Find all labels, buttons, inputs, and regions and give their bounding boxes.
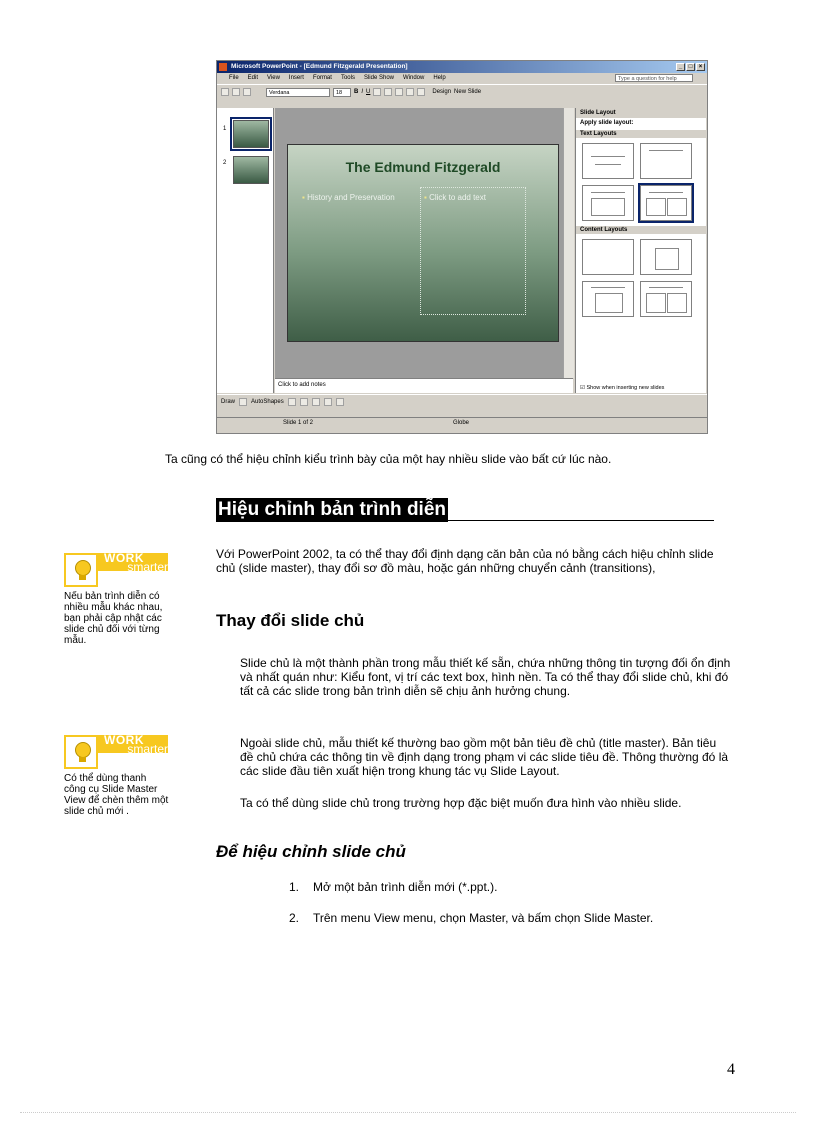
task-pane-title: Slide Layout <box>576 108 706 118</box>
rectangle-icon <box>300 398 308 406</box>
layout-blank <box>582 239 634 275</box>
align-center-icon <box>384 88 392 96</box>
work-smarter-tip-1 <box>64 553 170 646</box>
menu-bar <box>217 73 707 84</box>
master-paragraph-2: Ngoài slide chủ, mẫu thiết kế thường bao gồm một bản tiêu đề chủ (title master). Bản tiêu đề chủ chứa các thông tin về định dạng trong phạm vi các slide tiêu đề. Thông thường đó là các slide đầu tiên xuất hiện trong khung tác vụ Slide Layout. <box>240 736 729 778</box>
save-icon <box>243 88 251 96</box>
fill-color-icon <box>336 398 344 406</box>
bold-icon: B <box>354 89 359 95</box>
thumb-number-2: 2 <box>223 160 227 166</box>
work-smarter-badge <box>64 553 170 587</box>
window-title: Microsoft PowerPoint - [Edmund Fitzgerald Presentation] <box>231 63 408 70</box>
text-layouts-grid <box>576 140 706 224</box>
right-placeholder <box>420 187 526 315</box>
step-number: 2. <box>289 911 300 925</box>
step-text: Mở một bản trình diễn mới (*.ppt.). <box>313 880 498 894</box>
slide-bullet-right: ▪ Click to add text <box>424 193 524 203</box>
subheading-change-master: Thay đổi slide chủ <box>216 611 365 630</box>
help-search-box: Type a question for help <box>615 74 693 82</box>
font-size-box: 18 <box>333 88 351 97</box>
menu-view: View <box>267 75 280 81</box>
section-heading: Hiệu chỉnh bản trình diễn <box>218 499 446 520</box>
smarter-label: smarter <box>127 742 168 756</box>
show-when-inserting-checkbox: ☑ Show when inserting new slides <box>580 385 665 391</box>
work-label: WORK <box>104 551 144 565</box>
work-label: WORK <box>104 733 144 747</box>
powerpoint-screenshot <box>216 60 708 434</box>
underline-icon: U <box>366 89 371 95</box>
powerpoint-app-icon <box>219 63 227 71</box>
content-layouts-grid <box>576 236 706 320</box>
window-titlebar <box>217 61 707 73</box>
vertical-scrollbar <box>563 108 574 378</box>
align-right-icon <box>395 88 403 96</box>
drawing-toolbar <box>217 394 708 409</box>
bullets-icon <box>406 88 414 96</box>
layout-title-only <box>640 143 692 179</box>
maximize-icon: □ <box>686 63 695 71</box>
slide-bullet-left: ▪ History and Preservation <box>302 193 402 203</box>
lightbulb-icon <box>64 553 98 587</box>
draw-menu: Draw <box>221 399 236 405</box>
align-left-icon <box>373 88 381 96</box>
select-arrow-icon <box>239 398 247 406</box>
menu-file: File <box>229 75 239 81</box>
subheading-edit-master: Để hiệu chỉnh slide chủ <box>216 842 406 861</box>
slide-thumbnail-1 <box>233 120 269 148</box>
layout-content <box>640 239 692 275</box>
status-bar <box>217 417 707 429</box>
page-bottom-border <box>20 1112 796 1114</box>
layout-title-two-content <box>640 281 692 317</box>
intro-paragraph: Với PowerPoint 2002, ta có thể thay đổi định dạng căn bản của nó bằng cách hiệu chỉnh slide chủ (slide master), thay đổi sơ đồ màu, hoặc gán những chuyển cảnh (transitions), <box>216 547 714 575</box>
status-design-name: Globe <box>453 420 470 426</box>
new-icon <box>221 88 229 96</box>
master-paragraph-1: Slide chủ là một thành phần trong mẫu thiết kế sẵn, chứa những thông tin tượng đối ổn định và nhất quán như: Kiểu font, vị trí các text box, hình nền. Ta có thể thay đổi slide chủ, khi đó tất cả các slide trong bản trình diễn sẽ chịu ảnh hưởng chung. <box>240 656 731 698</box>
layout-two-column-text <box>640 185 692 221</box>
new-slide-button: New Slide <box>454 89 482 95</box>
autoshapes-menu: AutoShapes <box>251 399 284 405</box>
figure-caption: Ta cũng có thể hiệu chỉnh kiểu trình bày của một hay nhiều slide vào bất cứ lúc nào. <box>165 452 612 466</box>
slide-canvas <box>287 144 559 342</box>
numbering-icon <box>417 88 425 96</box>
menu-edit: Edit <box>247 75 259 81</box>
oval-icon <box>312 398 320 406</box>
menu-help: Help <box>433 75 446 81</box>
slide-title: The Edmund Fitzgerald <box>345 159 501 175</box>
smarter-label: smarter <box>127 560 168 574</box>
menu-insert: Insert <box>288 75 304 81</box>
work-smarter-badge <box>64 735 170 769</box>
work-smarter-tip-2 <box>64 735 170 817</box>
status-slide-count: Slide 1 of 2 <box>283 420 314 426</box>
menu-window: Window <box>403 75 425 81</box>
tip-text: Có thể dùng thanh công cụ Slide Master View để chèn thêm một slide chủ mới . <box>64 773 169 817</box>
slide-layout-task-pane <box>575 108 706 393</box>
textbox-icon <box>324 398 332 406</box>
content-layouts-header: Content Layouts <box>576 226 706 234</box>
line-icon <box>288 398 296 406</box>
layout-title-content <box>582 281 634 317</box>
menu-tools: Tools <box>340 75 355 81</box>
layout-title-text <box>582 185 634 221</box>
menu-format: Format <box>312 75 332 81</box>
page-number: 4 <box>727 1061 735 1078</box>
step-number: 1. <box>289 880 300 894</box>
thumb-number-1: 1 <box>223 126 227 132</box>
apply-layout-label: Apply slide layout: <box>580 120 634 126</box>
design-button: Design <box>432 89 452 95</box>
lightbulb-icon <box>64 735 98 769</box>
step-text: Trên menu View menu, chọn Master, và bấm chọn Slide Master. <box>313 911 654 925</box>
slide-thumbnail-2 <box>233 156 269 184</box>
italic-icon: I <box>361 89 364 95</box>
minimize-icon: _ <box>676 63 685 71</box>
step-2 <box>289 911 653 925</box>
font-name-box: Verdana <box>266 88 330 97</box>
show-when-inserting-label: Show when inserting new slides <box>586 385 665 391</box>
formatting-toolbar <box>217 84 707 99</box>
tip-text: Nếu bản trình diễn có nhiều mẫu khác nhau, bạn phải cập nhật các slide chủ đối với từng mẫu. <box>64 591 163 646</box>
notes-pane: Click to add notes <box>275 378 573 393</box>
slide-thumbnails-pane <box>217 108 274 393</box>
layout-title-slide <box>582 143 634 179</box>
close-icon: × <box>696 63 705 71</box>
slide-workarea <box>275 108 573 378</box>
master-paragraph-3: Ta có thể dùng slide chủ trong trường hợp đặc biệt muốn đưa hình vào nhiều slide. <box>240 796 682 810</box>
heading-rule <box>216 520 714 521</box>
open-icon <box>232 88 240 96</box>
menu-slide-show: Slide Show <box>363 75 394 81</box>
text-layouts-header: Text Layouts <box>576 130 706 138</box>
step-1 <box>289 880 497 894</box>
